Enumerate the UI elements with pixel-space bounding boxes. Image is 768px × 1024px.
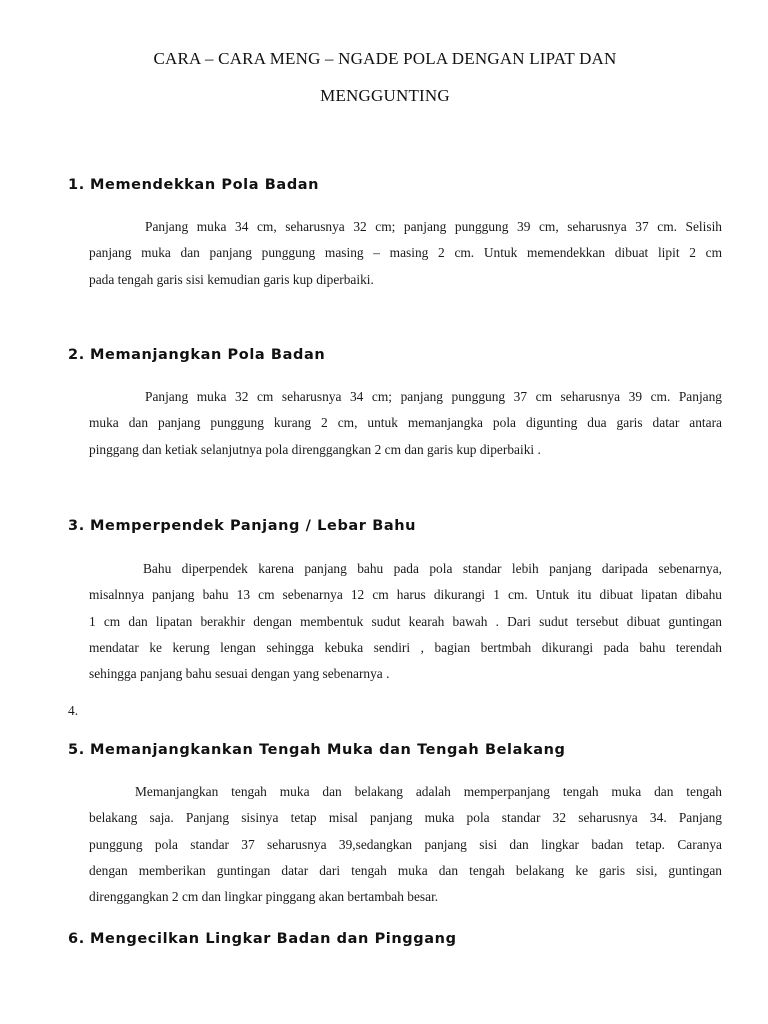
- paragraph-line: 1 cm dan lipatan berakhir dengan membentuk sudut kearah bawah . Dari sudut tersebut dibuat guntingan: [89, 613, 722, 629]
- section-3-paragraph: [89, 556, 722, 687]
- section-number: 3.: [68, 518, 85, 534]
- paragraph-line: Panjang muka 32 cm seharusnya 34 cm; panjang punggung 37 cm seharusnya 39 cm. Panjang: [145, 389, 722, 404]
- paragraph-line: pinggang dan ketiak selanjutnya pola direnggangkan 2 cm dan garis kup diperbaiki .: [89, 441, 541, 457]
- section-number: 1.: [68, 177, 85, 193]
- paragraph-line: Bahu diperpendek karena panjang bahu pada pola standar lebih panjang daripada sebenarnya,: [143, 561, 722, 576]
- section-5-heading: [68, 742, 566, 758]
- section-title: Memanjangkan Pola Badan: [90, 347, 326, 363]
- section-1-heading: [68, 177, 319, 193]
- section-4-number: 4.: [68, 703, 79, 718]
- section-3-heading: [68, 518, 416, 534]
- paragraph-line: dengan memberikan guntingan datar dari tengah muka dan tengah belakang ke garis sisi, guntingan: [89, 862, 722, 878]
- paragraph-line: Panjang muka 34 cm, seharusnya 32 cm; panjang punggung 39 cm, seharusnya 37 cm. Selisih: [145, 219, 722, 234]
- paragraph-line: direnggangkan 2 cm dan lingkar pinggang akan bertambah besar.: [89, 889, 439, 905]
- section-title: Mengecilkan Lingkar Badan dan Pinggang: [90, 931, 457, 947]
- section-1-paragraph: [89, 214, 722, 293]
- paragraph-line: pada tengah garis sisi kemudian garis kup diperbaiki.: [89, 271, 374, 287]
- document-title-line-1: CARA – CARA MENG – NGADE POLA DENGAN LIPAT DAN: [153, 49, 617, 68]
- paragraph-line: sehingga panjang bahu sesuai dengan yang sebenarnya .: [89, 666, 390, 682]
- paragraph-line: belakang saja. Panjang sisinya tetap misal panjang muka pola standar 32 seharusnya 34. Panjang: [89, 810, 722, 826]
- section-title: Memendekkan Pola Badan: [90, 177, 320, 193]
- document-title-line-2: MENGGUNTING: [320, 86, 450, 105]
- section-title: Memanjangkankan Tengah Muka dan Tengah Belakang: [90, 742, 566, 758]
- section-2-heading: [68, 347, 325, 363]
- section-number: 6.: [68, 931, 85, 947]
- paragraph-line: muka dan panjang punggung kurang 2 cm, untuk memanjangka pola digunting dua garis datar antara: [89, 415, 722, 431]
- paragraph-line: Memanjangkan tengah muka dan belakang adalah memperpanjang tengah muka dan tengah: [135, 784, 722, 799]
- paragraph-line: mendatar ke kerung lengan sehingga kebuka sendiri , bagian bertmbah dikurangi pada bahu terendah: [89, 639, 722, 655]
- section-2-paragraph: [89, 384, 722, 463]
- paragraph-line: panjang muka dan panjang punggung masing – masing 2 cm. Untuk memendekkan dibuat lipit 2 cm: [89, 245, 722, 261]
- section-5-paragraph: [89, 779, 722, 910]
- paragraph-line: misalnnya panjang bahu 13 cm sebenarnya 12 cm harus dikurangi 1 cm. Untuk itu dibuat lipatan dibahu: [89, 587, 722, 603]
- section-6-heading: [68, 931, 457, 947]
- paragraph-line: punggung pola standar 37 seharusnya 39,sedangkan panjang sisi dan lingkar badan tetap. Caranya: [89, 836, 722, 852]
- section-number: 5.: [68, 742, 85, 758]
- section-title: Memperpendek Panjang / Lebar Bahu: [90, 518, 417, 534]
- section-number: 2.: [68, 347, 85, 363]
